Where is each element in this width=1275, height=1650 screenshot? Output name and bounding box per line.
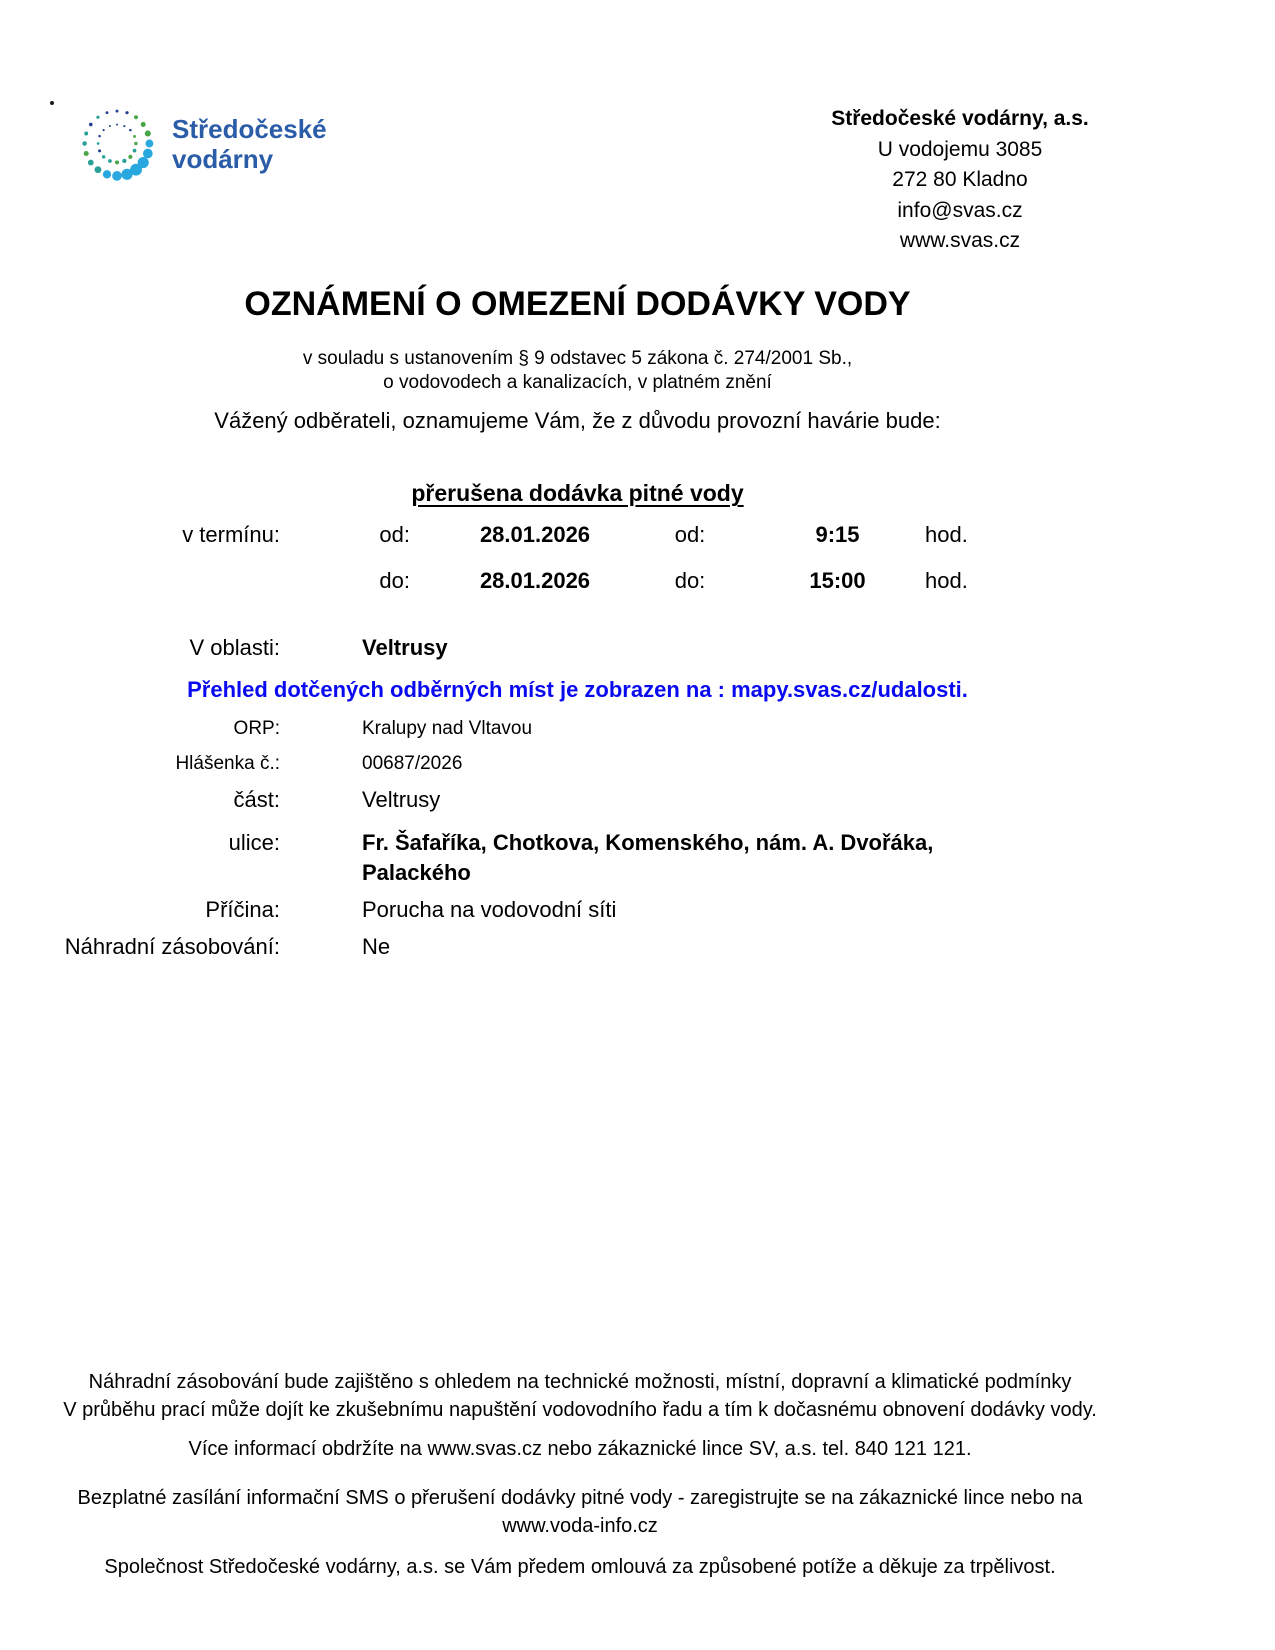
footer-more-info: Více informací obdržíte na www.svas.cz nebo zákaznické lince SV, a.s. tel. 840 121 121. [188,1438,972,1460]
part-value: Veltrusy [362,787,441,812]
substitute-supply-label: Náhradní zásobování: [64,934,280,959]
streets-value: Fr. Šafaříka, Chotkova, Komenského, nám. A. Dvořáka, Palackého [362,830,934,885]
company-street: U vodojemu 3085 [877,137,1043,161]
cause-value: Porucha na vodovodní síti [362,897,617,922]
schedule-to-date-prefix: do: [379,568,410,593]
schedule-from-time: 9:15 [815,522,860,547]
footer-notes [30,1368,1130,1581]
streets-label: ulice: [228,830,280,855]
cause-row [40,895,1115,925]
substitute-supply-row [40,932,1115,962]
legal-line2: o vodovodech a kanalizacích, v platném znění [383,372,772,393]
company-name: Středočeské vodárny, a.s. [831,107,1089,130]
orp-label: ORP: [233,718,280,739]
schedule-to-time-prefix: do: [674,568,706,593]
company-email: info@svas.cz [897,198,1023,222]
report-number-value: 00687/2026 [362,753,463,774]
company-city: 272 80 Kladno [892,168,1028,191]
greeting-line: Vážený odběrateli, oznamujeme Vám, že z důvodu provozní havárie bude: [214,408,941,433]
cause-label: Příčina: [205,897,280,922]
report-number-row [40,752,1115,776]
legal-line1: v souladu s ustanovením § 9 odstavec 5 zákona č. 274/2001 Sb., [302,348,853,369]
area-label: V oblasti: [189,635,280,660]
schedule-label-spacer [40,566,280,596]
logo-wordmark-line1: Středočeské [172,113,327,144]
footer-line-conditions: Náhradní zásobování bude zajištěno s ohledem na technické možnosti, místní, dopravní a klimatické podmínky [88,1371,1072,1393]
orp-row [40,717,1115,741]
footer-line-trial-filling: V průběhu prací může dojít ke zkušebnímu napuštění vodovodního řadu a tím k dočasnému obnovení dodávky vody. [63,1399,1097,1421]
schedule-label: v termínu: [182,522,280,547]
schedule-from-date-prefix: od: [379,522,410,547]
schedule-from-date: 28.01.2026 [479,522,591,547]
part-label: část: [233,787,280,812]
schedule-from-unit: hod. [925,522,968,547]
company-logo [72,102,327,185]
notice-body [40,283,1115,962]
schedule-table [40,520,1115,596]
page-title: OZNÁMENÍ O OMEZENÍ DODÁVKY VODY [244,285,911,323]
schedule-to-unit: hod. [925,568,968,593]
map-notice-link-text: Přehled dotčených odběrných míst je zobrazen na : mapy.svas.cz/udalosti. [187,677,968,702]
stray-period-dot [50,101,54,105]
schedule-to-date: 28.01.2026 [479,568,591,593]
logo-wordmark-line2: vodárny [172,143,274,174]
company-address-block [790,104,1130,257]
logo-dots-swirl-icon [72,102,162,185]
logo-wordmark [172,114,327,174]
area-row [40,633,1115,663]
part-row [40,785,1115,815]
interruption-heading: přerušena dodávka pitné vody [411,480,744,506]
footer-sms-registration: Bezplatné zasílání informační SMS o přerušení dodávky pitné vody - zaregistrujte se na zákaznické lince nebo na www.voda-info.cz [77,1487,1083,1537]
company-website: www.svas.cz [899,229,1021,252]
orp-value: Kralupy nad Vltavou [362,718,533,739]
substitute-supply-value: Ne [362,934,391,959]
schedule-to-time: 15:00 [809,568,866,593]
streets-row [40,828,1115,888]
area-value: Veltrusy [362,635,448,660]
footer-apology: Společnost Středočeské vodárny, a.s. se Vám předem omlouvá za způsobené potíže a děkuje za trpělivost. [104,1556,1056,1578]
footer-substitute-paragraph [38,1368,1123,1424]
schedule-from-time-prefix: od: [674,522,706,547]
report-number-label: Hlášenka č.: [175,753,280,774]
legal-reference [40,347,1115,395]
